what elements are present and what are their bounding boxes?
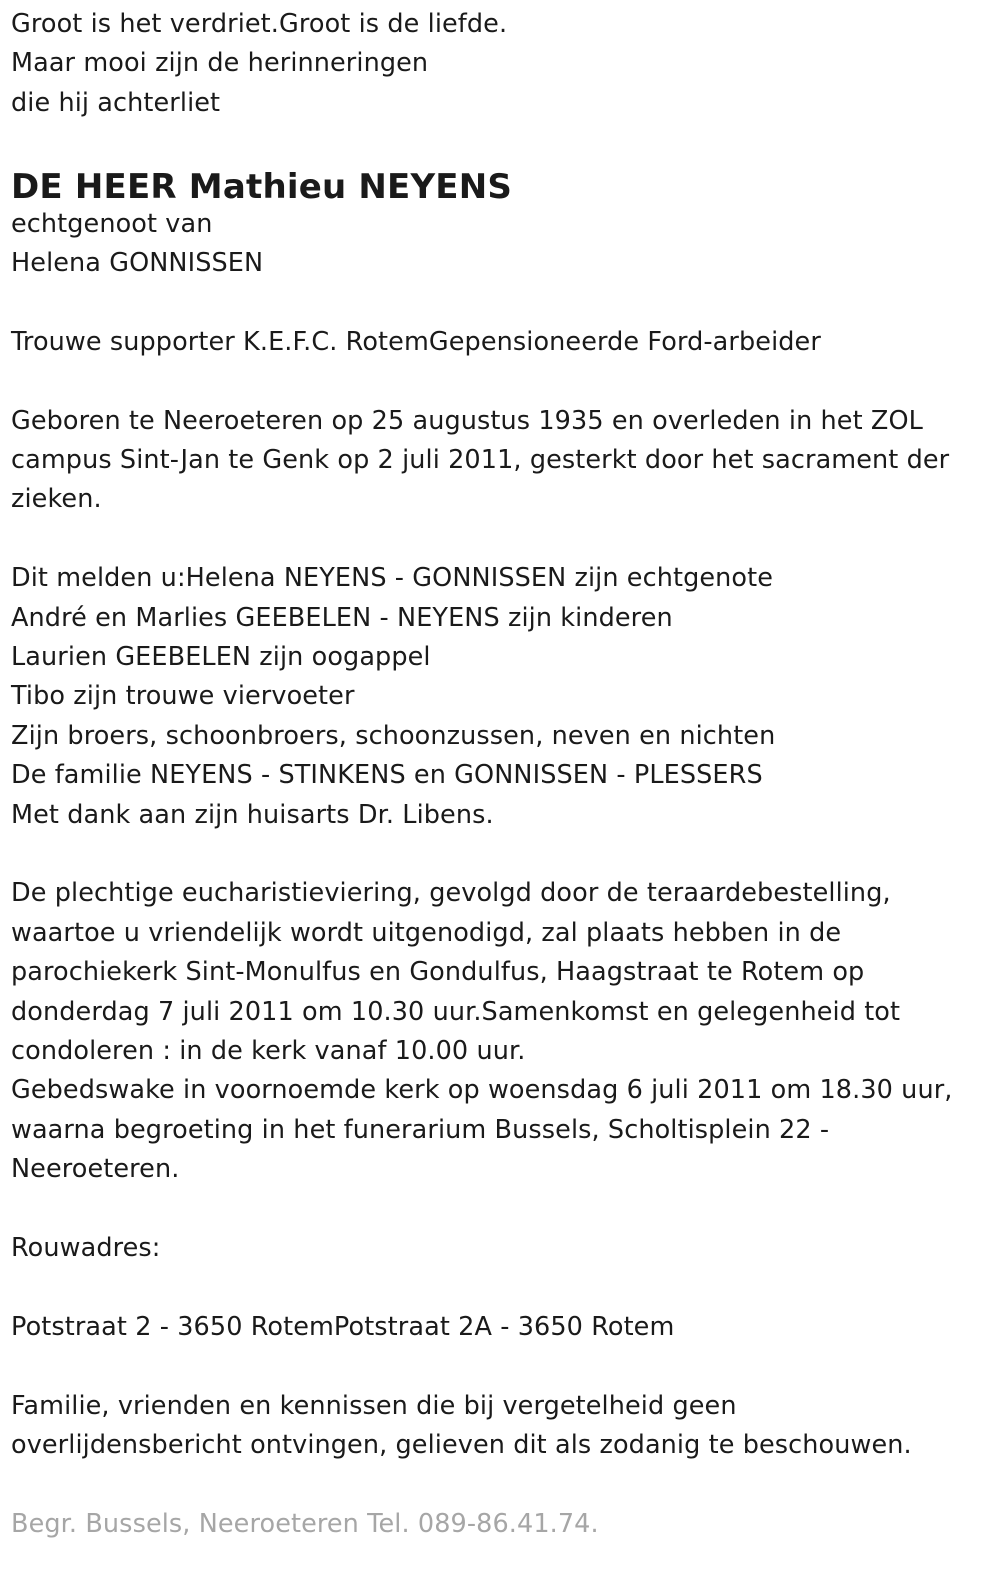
spacer: [11, 283, 986, 322]
description: Trouwe supporter K.E.F.C. RotemGepensioneerde Ford-arbeider: [11, 326, 821, 357]
paragraph-line: De plechtige eucharistieviering, gevolgd door de teraardebestelling,: [11, 878, 891, 909]
deceased-name: DE HEER Mathieu NEYENS: [11, 166, 513, 207]
motto-line: Groot is het verdriet.Groot is de liefde.: [11, 9, 508, 39]
spacer: [11, 1269, 986, 1308]
address-label: Rouwadres:: [11, 1233, 161, 1264]
spacer: [11, 835, 986, 874]
spacer: [11, 1190, 986, 1229]
relation-label: echtgenoot van: [11, 208, 213, 239]
paragraph-line: donderdag 7 juli 2011 om 10.30 uur.Samenkomst en gelegenheid tot: [11, 996, 901, 1027]
ceremony-paragraph: [11, 874, 986, 1189]
spacer: [11, 1347, 986, 1386]
announcer-line: De familie NEYENS - STINKENS en GONNISSEN - PLESSERS: [11, 760, 763, 791]
announcer-line: Tibo zijn trouwe viervoeter: [11, 681, 355, 712]
obituary-notice: [11, 5, 986, 1544]
announcer-line: Dit melden u:Helena NEYENS - GONNISSEN zijn echtgenote: [11, 563, 773, 594]
announcer-line: Laurien GEEBELEN zijn oogappel: [11, 642, 431, 673]
motto-line: Maar mooi zijn de herinneringen: [11, 48, 429, 79]
paragraph-line: zieken.: [11, 484, 102, 515]
deceased-block: [11, 163, 986, 284]
paragraph-line: overlijdensbericht ontvingen, gelieven dit als zodanig te beschouwen.: [11, 1430, 912, 1461]
paragraph-line: Familie, vrienden en kennissen die bij vergetelheid geen: [11, 1390, 737, 1421]
motto-line: die hij achterliet: [11, 87, 221, 118]
spacer: [11, 362, 986, 401]
spacer: [11, 123, 986, 162]
paragraph-line: Geboren te Neeroeteren op 25 augustus 1935 en overleden in het ZOL: [11, 405, 923, 436]
motto: [11, 5, 986, 123]
birth-death-paragraph: [11, 402, 986, 520]
paragraph-line: Neeroeteren.: [11, 1154, 180, 1185]
spacer: [11, 1466, 986, 1505]
spouse-name: Helena GONNISSEN: [11, 248, 264, 279]
announcers-list: [11, 559, 986, 835]
announcer-line: Zijn broers, schoonbroers, schoonzussen, neven en nichten: [11, 720, 776, 751]
paragraph-line: campus Sint-Jan te Genk op 2 juli 2011, gesterkt door het sacrament der: [11, 445, 950, 476]
paragraph-line: condoleren : in de kerk vanaf 10.00 uur.: [11, 1036, 526, 1067]
announcer-line: Met dank aan zijn huisarts Dr. Libens.: [11, 799, 494, 830]
paragraph-line: waartoe u vriendelijk wordt uitgenodigd, zal plaats hebben in de: [11, 917, 842, 948]
paragraph-line: Gebedswake in voornoemde kerk op woensdag 6 juli 2011 om 18.30 uur,: [11, 1075, 953, 1106]
spacer: [11, 520, 986, 559]
address-value: Potstraat 2 - 3650 RotemPotstraat 2A - 3650 Rotem: [11, 1311, 675, 1342]
paragraph-line: parochiekerk Sint-Monulfus en Gondulfus, Haagstraat te Rotem op: [11, 957, 865, 988]
paragraph-line: waarna begroeting in het funerarium Bussels, Scholtisplein 22 -: [11, 1114, 830, 1145]
funeral-home-footer: Begr. Bussels, Neeroeteren Tel. 089-86.41.74.: [11, 1508, 599, 1539]
announcer-line: André en Marlies GEEBELEN - NEYENS zijn kinderen: [11, 602, 673, 633]
notice-paragraph: [11, 1387, 986, 1466]
